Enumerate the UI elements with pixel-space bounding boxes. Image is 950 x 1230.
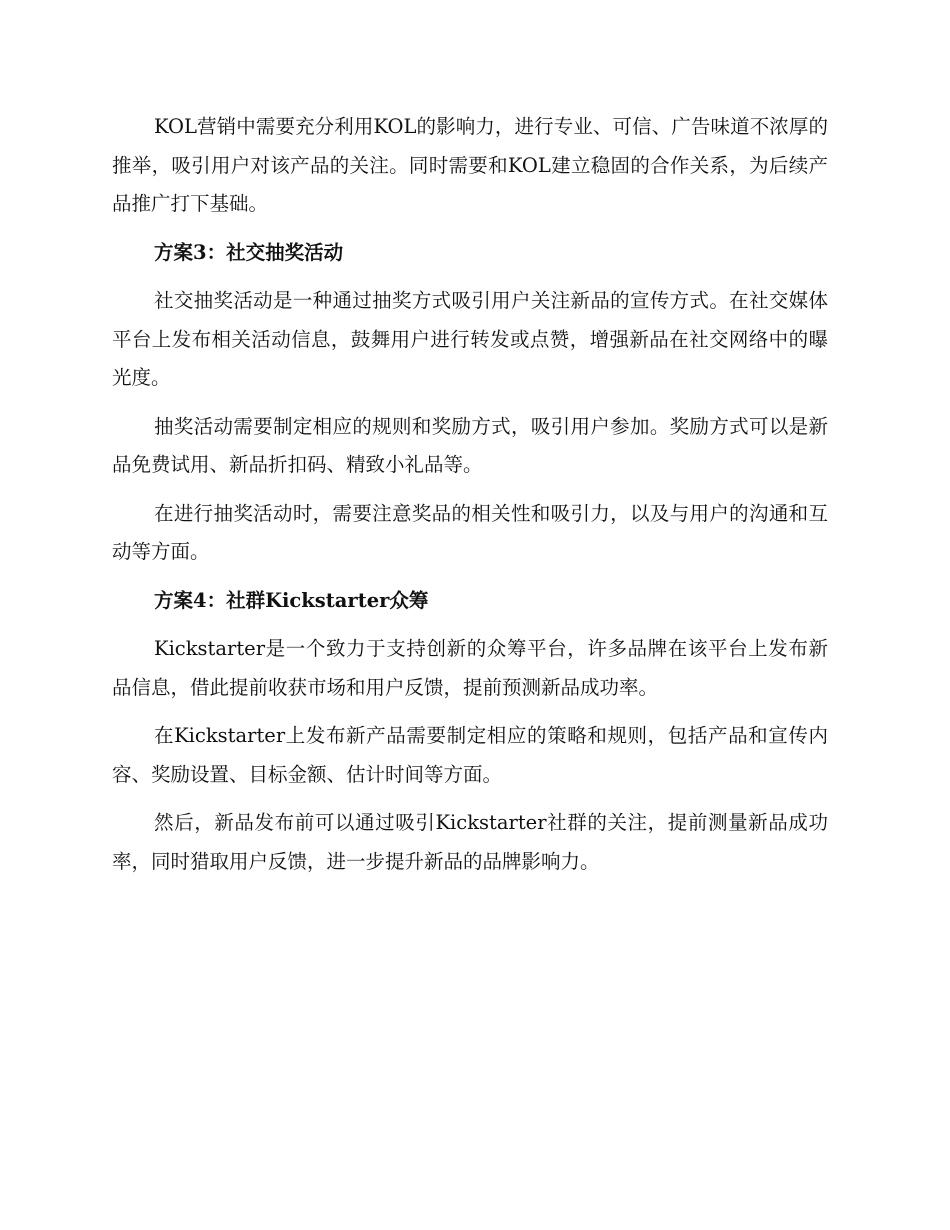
paragraph-kol-marketing: KOL营销中需要充分利用KOL的影响力，进行专业、可信、广告味道不浓厚的推举，吸引用户对该产品的关注。同时需要和KOL建立稳固的合作关系，为后续产品推广打下基础。 bbox=[112, 115, 828, 215]
paragraph-lottery-notes: 在进行抽奖活动时，需要注意奖品的相关性和吸引力，以及与用户的沟通和互动等方面。 bbox=[112, 501, 828, 563]
paragraph-social-lottery-intro: 社交抽奖活动是一种通过抽奖方式吸引用户关注新品的宣传方式。在社交媒体平台上发布相关活动信息，鼓舞用户进行转发或点赞，增强新品在社交网络中的曝光度。 bbox=[112, 289, 828, 389]
paragraph-kickstarter-community: 然后，新品发布前可以通过吸引Kickstarter社群的关注，提前测量新品成功率，同时猎取用户反馈，进一步提升新品的品牌影响力。 bbox=[112, 811, 828, 873]
paragraph-lottery-rules: 抽奖活动需要制定相应的规则和奖励方式，吸引用户参加。奖励方式可以是新品免费试用、新品折扣码、精致小礼品等。 bbox=[112, 414, 828, 476]
heading-plan-4: 方案4：社群Kickstarter众筹 bbox=[154, 588, 429, 612]
paragraph-kickstarter-strategy: 在Kickstarter上发布新产品需要制定相应的策略和规则，包括产品和宣传内容、奖励设置、目标金额、估计时间等方面。 bbox=[112, 724, 828, 786]
heading-plan-3: 方案3：社交抽奖活动 bbox=[154, 240, 344, 264]
paragraph-kickstarter-intro: Kickstarter是一个致力于支持创新的众筹平台，许多品牌在该平台上发布新品信息，借此提前收获市场和用户反馈，提前预测新品成功率。 bbox=[112, 637, 828, 699]
